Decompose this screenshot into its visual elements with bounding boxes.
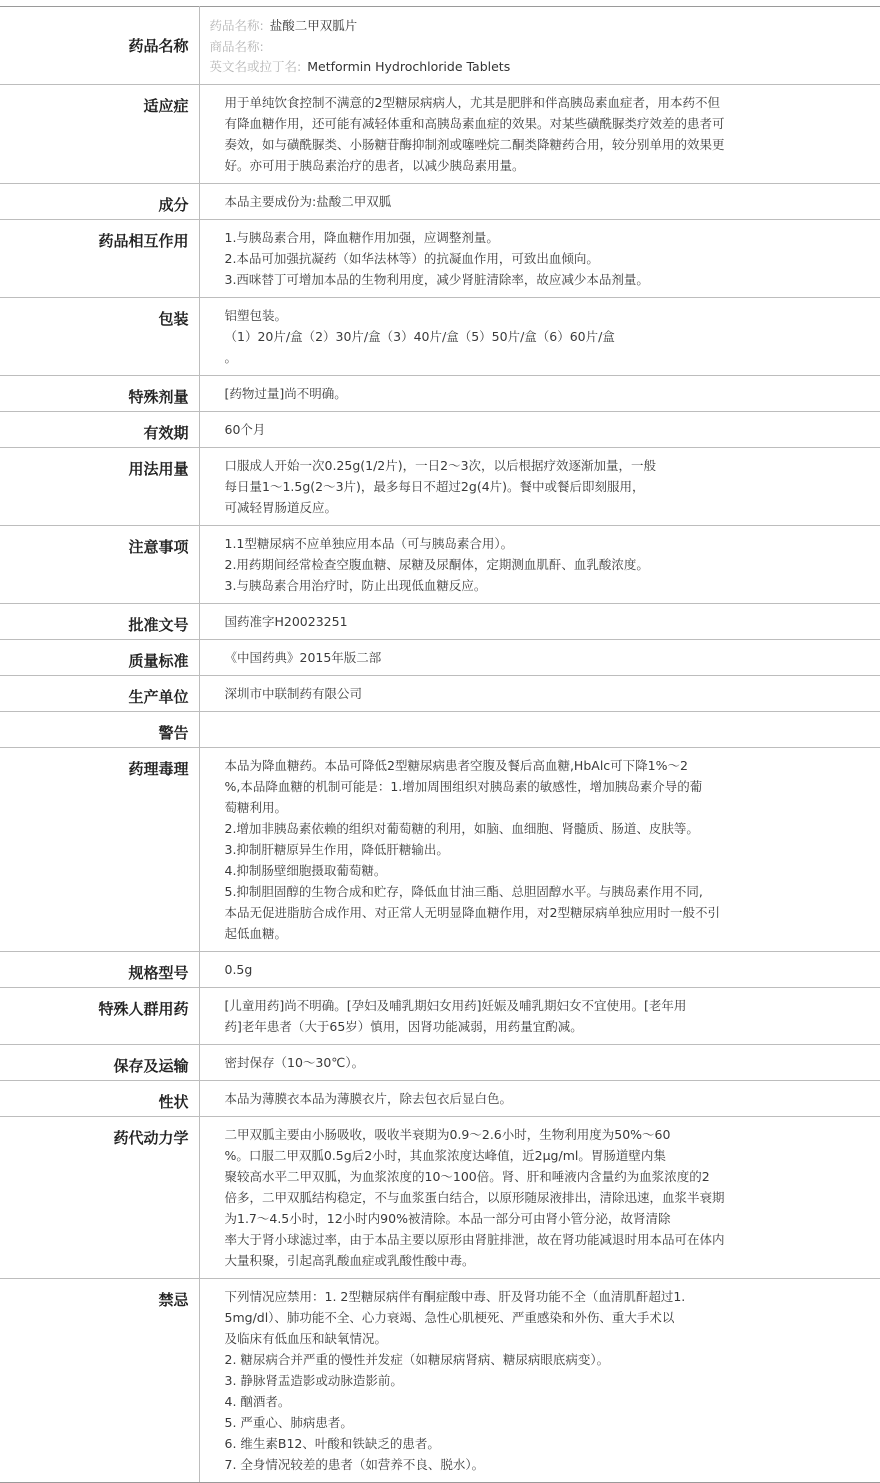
- value-line: 1.1型糖尿病不应单独应用本品（可与胰岛素合用）。: [224, 535, 514, 551]
- value-line: 国药准字H20023251: [224, 613, 348, 629]
- info-row: [0, 183, 880, 219]
- row-label: 成分: [0, 183, 199, 219]
- row-value: [199, 525, 880, 603]
- row-value: [199, 375, 880, 411]
- value-line: 及临床有低血压和缺氧情况。: [224, 1330, 388, 1346]
- generic-name-value: 盐酸二甲双胍片: [269, 18, 358, 33]
- row-value: [199, 411, 880, 447]
- row-value: [199, 219, 880, 297]
- field-key: 商品名称:: [209, 38, 264, 54]
- info-row: [0, 411, 880, 447]
- row-value: [199, 1044, 880, 1080]
- value-line: 为1.7～4.5小时，12小时内90%被清除。本品一部分可由肾小管分泌，故肾清除: [224, 1210, 671, 1226]
- row-label: 特殊剂量: [0, 375, 199, 411]
- row-value: [199, 639, 880, 675]
- value-line: 口服成人开始一次0.25g(1/2片)，一日2～3次，以后根据疗效逐渐加量，一般: [224, 457, 657, 473]
- value-line: 2.增加非胰岛素依赖的组织对葡萄糖的利用，如脑、血细胞、肾髓质、肠道、皮肤等。: [224, 820, 699, 836]
- row-label: 禁忌: [0, 1278, 199, 1482]
- drug-info-table: [0, 6, 880, 1483]
- row-label: 药理毒理: [0, 747, 199, 951]
- value-line: %,本品降血糖的机制可能是：1.增加周围组织对胰岛素的敏感性，增加胰岛素介导的葡: [224, 778, 703, 794]
- value-line: 3. 静脉肾盂造影或动脉造影前。: [224, 1372, 403, 1388]
- value-line: 药]老年患者（大于65岁）慎用，因肾功能减弱，用药量宜酌减。: [224, 1018, 583, 1034]
- row-label: 质量标准: [0, 639, 199, 675]
- row-value: [199, 675, 880, 711]
- row-label: 警告: [0, 711, 199, 747]
- value-line: 0.5g: [224, 961, 253, 977]
- info-row: [0, 711, 880, 747]
- info-row: [0, 297, 880, 375]
- value-line: 倍多，二甲双胍结构稳定，不与血浆蛋白结合，以原形随尿液排出，清除迅速，血浆半衰期: [224, 1189, 725, 1205]
- row-drug-name: [0, 7, 880, 85]
- value-line: 。: [224, 349, 238, 365]
- row-label: 药品相互作用: [0, 219, 199, 297]
- drug-info-sheet: [0, 6, 880, 1483]
- value-line: 密封保存（10～30℃）。: [224, 1054, 365, 1070]
- row-label: 有效期: [0, 411, 199, 447]
- row-value: [199, 183, 880, 219]
- value-line: %。口服二甲双胍0.5g后2小时，其血浆浓度达峰值，近2μg/ml。胃肠道壁内集: [224, 1147, 666, 1163]
- trade-name-line: [210, 37, 871, 58]
- value-line: 4. 酗酒者。: [224, 1393, 291, 1409]
- value-line: 有降血糖作用，还可能有减轻体重和高胰岛素血症的效果。对某些磺酰脲类疗效差的患者可: [224, 115, 725, 131]
- info-row: [0, 447, 880, 525]
- value-line: 2. 糖尿病合并严重的慢性并发症（如糖尿病肾病、糖尿病眼底病变）。: [224, 1351, 610, 1367]
- value-line: 铝塑包装。: [224, 307, 288, 323]
- value-line: 每日量1～1.5g(2～3片)，最多每日不超过2g(4片)。餐中或餐后即刻服用，: [224, 478, 645, 494]
- row-label: 批准文号: [0, 603, 199, 639]
- row-value: [199, 1278, 880, 1482]
- row-label: 保存及运输: [0, 1044, 199, 1080]
- row-label: 注意事项: [0, 525, 199, 603]
- value-line: 3.西咪替丁可增加本品的生物利用度，减少肾脏清除率，故应减少本品剂量。: [224, 271, 649, 287]
- row-label: 药代动力学: [0, 1116, 199, 1278]
- info-row: [0, 1116, 880, 1278]
- row-value: [199, 84, 880, 183]
- value-line: 萄糖利用。: [224, 799, 288, 815]
- value-line: 好。亦可用于胰岛素治疗的患者，以减少胰岛素用量。: [224, 157, 525, 173]
- value-line: 本品为降血糖药。本品可降低2型糖尿病患者空腹及餐后高血糖,HbAlc可下降1%～2: [224, 757, 688, 773]
- value-line: 《中国药典》2015年版二部: [224, 649, 382, 665]
- value-line: 起低血糖。: [224, 925, 288, 941]
- value-line: 7. 全身情况较差的患者（如营养不良、脱水）。: [224, 1456, 485, 1472]
- value-line: 率大于肾小球滤过率，由于本品主要以原形由肾脏排泄，故在肾功能减退时用本品可在体内: [224, 1231, 725, 1247]
- row-value: [199, 747, 880, 951]
- english-name-line: [210, 57, 871, 78]
- row-value: [199, 447, 880, 525]
- row-value: [199, 951, 880, 987]
- value-line: 3.抑制肝糖原异生作用，降低肝糖输出。: [224, 841, 449, 857]
- value-line: 6. 维生素B12、叶酸和铁缺乏的患者。: [224, 1435, 440, 1451]
- value-line: 60个月: [224, 421, 266, 437]
- row-value: [199, 1116, 880, 1278]
- row-label: 特殊人群用药: [0, 987, 199, 1044]
- value-line: [儿童用药]尚不明确。[孕妇及哺乳期妇女用药]妊娠及哺乳期妇女不宜使用。[老年用: [224, 997, 687, 1013]
- value-line: [药物过量]尚不明确。: [224, 385, 347, 401]
- row-label: 适应症: [0, 84, 199, 183]
- field-key: 英文名或拉丁名:: [209, 59, 302, 74]
- value-line: 4.抑制肠壁细胞摄取葡萄糖。: [224, 862, 387, 878]
- value-line: （1）20片/盒（2）30片/盒（3）40片/盒（5）50片/盒（6）60片/盒: [224, 328, 615, 344]
- row-label: 生产单位: [0, 675, 199, 711]
- info-row: [0, 1080, 880, 1116]
- english-name-value: Metformin Hydrochloride Tablets: [307, 59, 511, 74]
- value-line: 3.与胰岛素合用治疗时，防止出现低血糖反应。: [224, 577, 487, 593]
- row-label: 性状: [0, 1080, 199, 1116]
- value-line: 大量积聚，引起高乳酸血症或乳酸性酸中毒。: [224, 1252, 475, 1268]
- row-label: 规格型号: [0, 951, 199, 987]
- row-value: [199, 297, 880, 375]
- info-row: [0, 747, 880, 951]
- info-row: [0, 951, 880, 987]
- value-line: 1.与胰岛素合用，降血糖作用加强，应调整剂量。: [224, 229, 499, 245]
- info-row: [0, 84, 880, 183]
- info-row: [0, 375, 880, 411]
- value-line: 2.本品可加强抗凝药（如华法林等）的抗凝血作用，可致出血倾向。: [224, 250, 599, 266]
- value-line: 奏效，如与磺酰脲类、小肠糖苷酶抑制剂或噻唑烷二酮类降糖药合用，较分别单用的效果更: [224, 136, 725, 152]
- row-value: [199, 603, 880, 639]
- generic-name-line: [210, 16, 871, 37]
- info-row: [0, 1044, 880, 1080]
- value-line: 本品无促进脂肪合成作用、对正常人无明显降血糖作用，对2型糖尿病单独应用时一般不引: [224, 904, 720, 920]
- value-line: 二甲双胍主要由小肠吸收，吸收半衰期为0.9～2.6小时，生物利用度为50%～60: [224, 1126, 671, 1142]
- value-line: 本品为薄膜衣本品为薄膜衣片，除去包衣后显白色。: [224, 1090, 513, 1106]
- row-label: 药品名称: [0, 7, 199, 85]
- value-line: 用于单纯饮食控制不满意的2型糖尿病病人，尤其是肥胖和伴高胰岛素血症者，用本药不但: [224, 94, 720, 110]
- value-line: 下列情况应禁用：1. 2型糖尿病伴有酮症酸中毒、肝及肾功能不全（血清肌酐超过1.: [224, 1288, 686, 1304]
- drug-info-table-body: [0, 7, 880, 1483]
- info-row: [0, 675, 880, 711]
- info-row: [0, 525, 880, 603]
- value-line: 深圳市中联制药有限公司: [224, 685, 363, 701]
- field-key: 药品名称:: [209, 18, 264, 33]
- value-line: 可减轻胃肠道反应。: [224, 499, 338, 515]
- value-line: 聚较高水平二甲双胍，为血浆浓度的10～100倍。肾、肝和唾液内含量约为血浆浓度的2: [224, 1168, 710, 1184]
- info-row: [0, 1278, 880, 1482]
- value-line: [225, 719, 861, 740]
- info-row: [0, 603, 880, 639]
- info-row: [0, 219, 880, 297]
- drug-name-fields: [199, 7, 880, 85]
- info-row: [0, 987, 880, 1044]
- value-line: 本品主要成份为:盐酸二甲双胍: [224, 193, 392, 209]
- value-line: 5.抑制胆固醇的生物合成和贮存，降低血甘油三酯、总胆固醇水平。与胰岛素作用不同,: [224, 883, 703, 899]
- row-value: [199, 987, 880, 1044]
- row-value: [199, 1080, 880, 1116]
- row-label: 用法用量: [0, 447, 199, 525]
- value-line: 2.用药期间经常检查空腹血糖、尿糖及尿酮体，定期测血肌酐、血乳酸浓度。: [224, 556, 649, 572]
- row-label: 包装: [0, 297, 199, 375]
- info-row: [0, 639, 880, 675]
- value-line: 5. 严重心、肺病患者。: [224, 1414, 353, 1430]
- row-value: [199, 711, 880, 747]
- value-line: 5mg/dl）、肺功能不全、心力衰竭、急性心肌梗死、严重感染和外伤、重大手术以: [224, 1309, 675, 1325]
